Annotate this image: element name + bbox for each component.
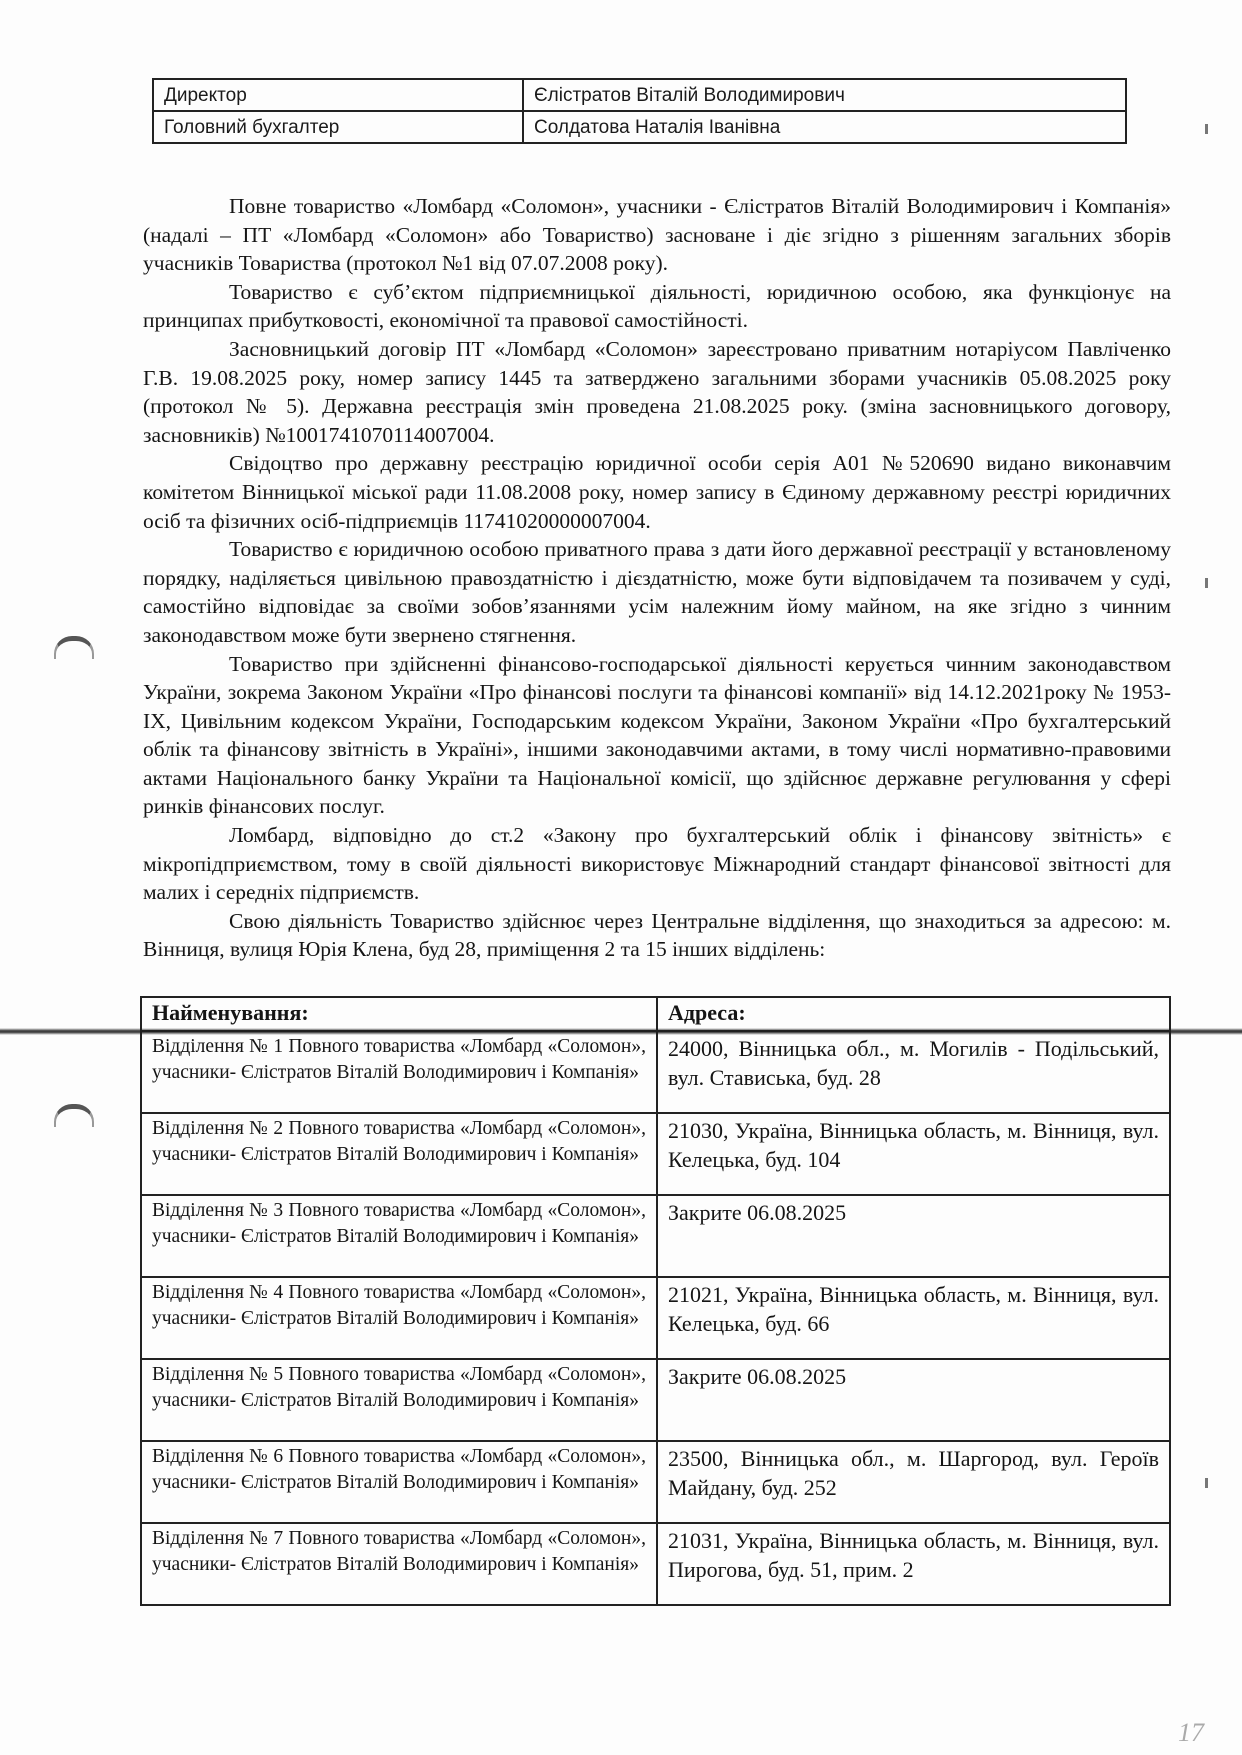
branch-name: Відділення № 1 Повного товариства «Ломбард «Соломон», учасники- Єлістратов Віталій Володимирович і Компанія»: [141, 1031, 657, 1113]
branch-name: Відділення № 5 Повного товариства «Ломбард «Соломон», учасники- Єлістратов Віталій Володимирович і Компанія»: [141, 1359, 657, 1441]
table-row: [141, 1523, 1170, 1605]
branch-address: 24000, Вінницька обл., м. Могилів - Подільський, вул. Стависька, буд. 28: [657, 1031, 1170, 1113]
branch-address: 21031, Україна, Вінницька область, м. Вінниця, вул. Пирогова, буд. 51, прим. 2: [657, 1523, 1170, 1605]
table-row: [141, 1031, 1170, 1113]
officer-role: Головний бухгалтер: [153, 111, 523, 143]
branch-address: 23500, Вінницька обл., м. Шаргород, вул. Героїв Майдану, буд. 252: [657, 1441, 1170, 1523]
scan-speck: [1205, 1478, 1208, 1488]
officer-name: Єлістратов Віталій Володимирович: [523, 79, 1126, 111]
punch-hole-icon: [54, 636, 94, 659]
scan-speck: [1205, 578, 1208, 588]
body-text: [143, 192, 1171, 964]
table-row: [141, 1359, 1170, 1441]
branch-address: 21021, Україна, Вінницька область, м. Вінниця, вул. Келецька, буд. 66: [657, 1277, 1170, 1359]
table-row: [141, 1277, 1170, 1359]
branch-address: Закрите 06.08.2025: [657, 1359, 1170, 1441]
paragraph-legislation: Товариство при здійсненні фінансово-господарської діяльності керується чинним законодавством України, зокрема Законом України «Про фінансові послуги та фінансові компанії» від 14.12.2021року № 1953-IX, Цивільним кодексом України, Господарським кодексом України, Законом України «Про бухгалтерський облік та фінансову звітність в Україні», іншими законодавчими актами, в тому числі нормативно-правовими актами Національного банку України та Національної комісії, що здійснює державне регулювання у сфері ринків фінансових послуг.: [143, 651, 1171, 819]
officer-name: Солдатова Наталія Іванівна: [523, 111, 1126, 143]
branch-name: Відділення № 4 Повного товариства «Ломбард «Соломон», учасники- Єлістратов Віталій Володимирович і Компанія»: [141, 1277, 657, 1359]
punch-hole-icon: [54, 1104, 94, 1127]
branch-name: Відділення № 7 Повного товариства «Ломбард «Соломон», учасники- Єлістратов Віталій Володимирович і Компанія»: [141, 1523, 657, 1605]
paragraph-status: Товариство є суб’єктом підприємницької діяльності, юридичною особою, яка функціонує на принципах прибутковості, економічної та правової самостійності.: [143, 279, 1171, 333]
branch-address: Закрите 06.08.2025: [657, 1195, 1170, 1277]
branch-name: Відділення № 2 Повного товариства «Ломбард «Соломон», учасники- Єлістратов Віталій Володимирович і Компанія»: [141, 1113, 657, 1195]
table-header-row: [141, 997, 1170, 1031]
table-row: [141, 1441, 1170, 1523]
officers-table: [152, 78, 1127, 144]
officer-row: [153, 79, 1126, 111]
branch-name: Відділення № 3 Повного товариства «Ломбард «Соломон», учасники- Єлістратов Віталій Володимирович і Компанія»: [141, 1195, 657, 1277]
paragraph-micro-enterprise: Ломбард, відповідно до ст.2 «Закону про бухгалтерський облік і фінансову звітність» є мікропідприємством, тому в своїй діяльності використовує Міжнародний стандарт фінансової звітності для малих і середніх підприємств.: [143, 823, 1171, 905]
paragraph-legal-entity: Товариство є юридичною особою приватного права з дати його державної реєстрації у встановленому порядку, наділяється цивільною правоздатністю і дієздатністю, може бути відповідачем та позивачем у суді, самостійно відповідає за своїми зобов’язаннями усім належним йому майном, на яке згідно з чинним законодавством може бути звернено стягнення.: [143, 537, 1171, 647]
table-row: [141, 1113, 1170, 1195]
officer-role: Директор: [153, 79, 523, 111]
paragraph-founding: Повне товариство «Ломбард «Соломон», учасники - Єлістратов Віталій Володимирович і Компанія» (надалі – ПТ «Ломбард «Соломон» або Товариство) засноване і діє згідно з рішенням загальних зборів учасників Товариства (протокол №1 від 07.07.2008 року).: [143, 194, 1171, 276]
header-address: Адреса:: [657, 997, 1170, 1031]
scan-streak: [0, 1028, 1242, 1035]
paragraph-founding-agreement: Засновницький договір ПТ «Ломбард «Соломон» зареєстровано приватним нотаріусом Павліченко Г.В. 19.08.2025 року, номер запису 1445 та затверджено загальними зборами учасників 05.08.2025 року (протокол № 5). Державна реєстрація змін проведена 21.08.2025 року. (зміна засновницького договору, засновників) №1001741070114007004.: [143, 336, 1171, 447]
paragraph-registration-certificate: Свідоцтво про державну реєстрацію юридичної особи серія А01 №520690 видано виконавчим комітетом Вінницької міської ради 11.08.2008 року, номер запису в Єдиному державному реєстрі юридичних осіб та фізичних осіб-підприємців 11741020000007004.: [143, 451, 1171, 533]
branch-address: 21030, Україна, Вінницька область, м. Вінниця, вул. Келецька, буд. 104: [657, 1113, 1170, 1195]
scan-speck: [1205, 124, 1208, 134]
paragraph-branches-intro: Свою діяльність Товариство здійснює через Центральне відділення, що знаходиться за адресою: м. Вінниця, вулиця Юрія Клена, буд 28, приміщення 2 та 15 інших відділень:: [143, 908, 1171, 962]
header-name: Найменування:: [141, 997, 657, 1031]
officer-row: [153, 111, 1126, 143]
branches-table: [140, 996, 1171, 1606]
page-number: 17: [1178, 1718, 1204, 1747]
table-row: [141, 1195, 1170, 1277]
branch-name: Відділення № 6 Повного товариства «Ломбард «Соломон», учасники- Єлістратов Віталій Володимирович і Компанія»: [141, 1441, 657, 1523]
